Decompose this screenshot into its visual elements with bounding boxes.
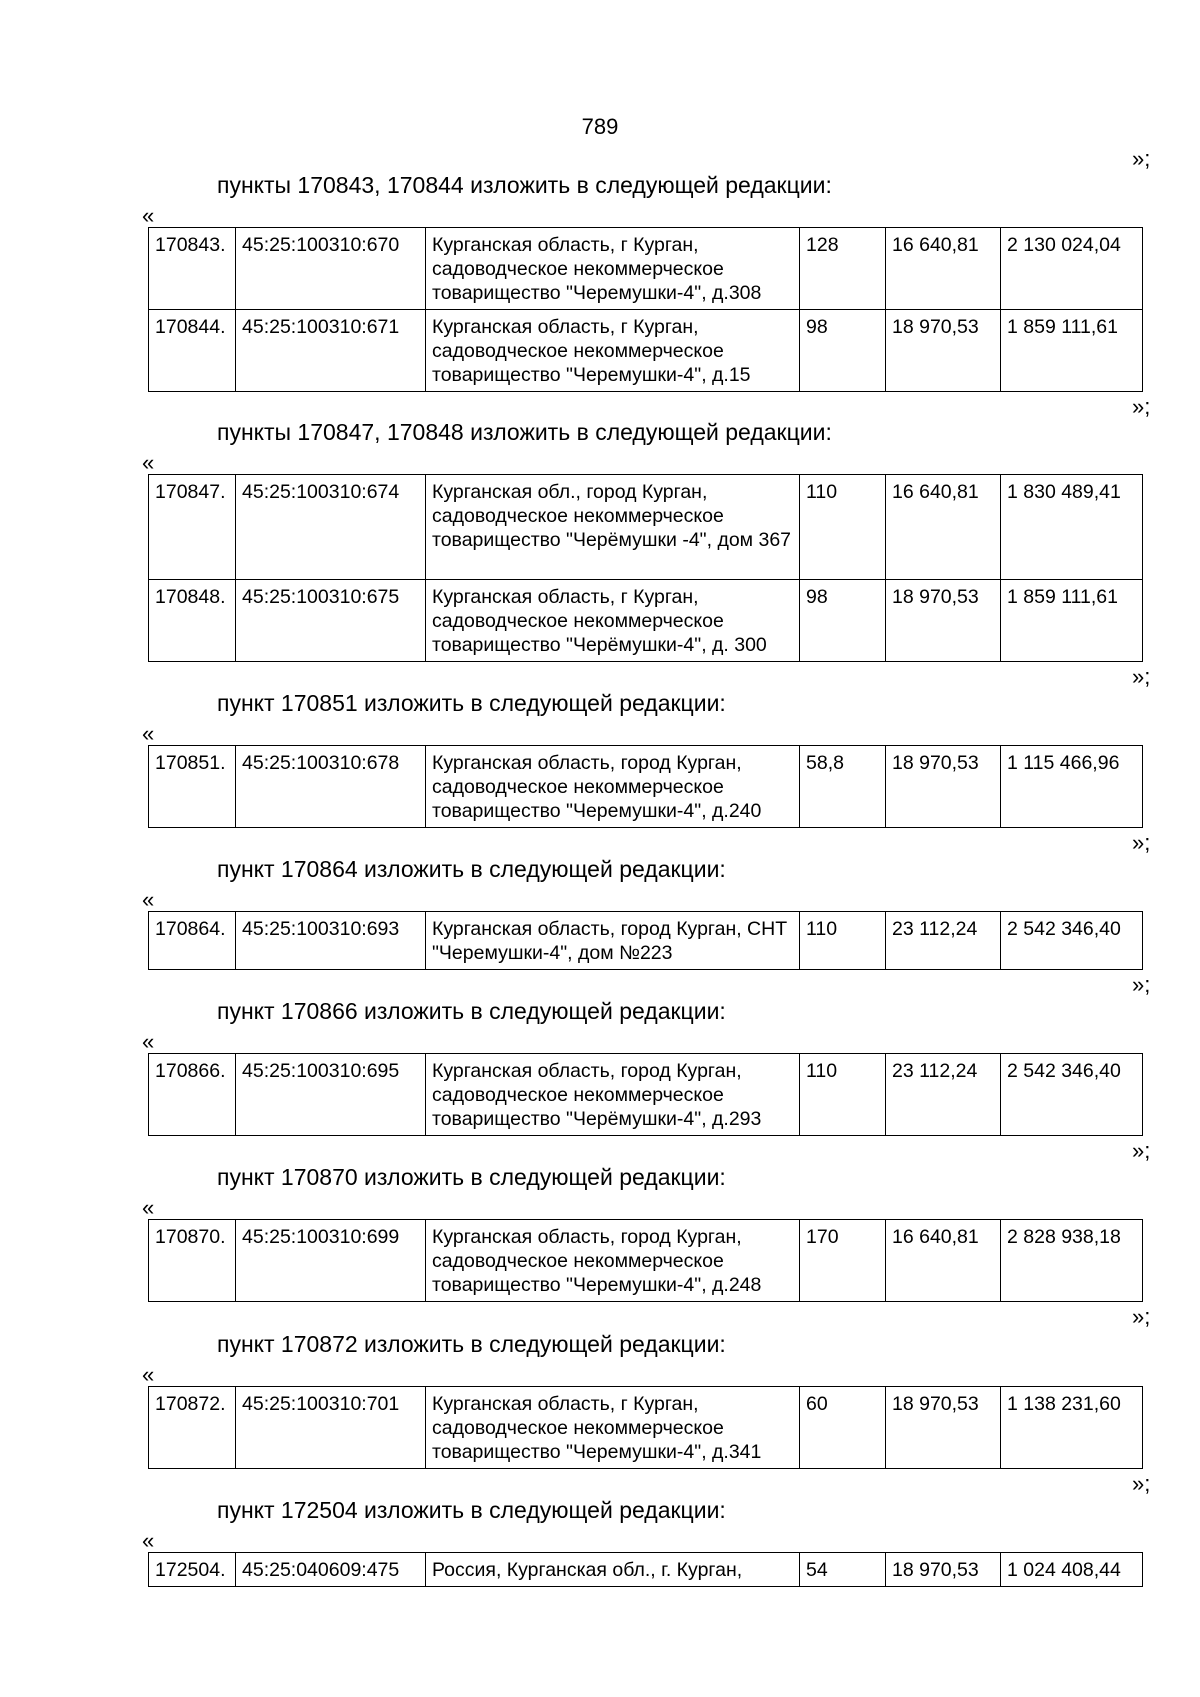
closing-quote: »; bbox=[1132, 664, 1151, 689]
area: 98 bbox=[800, 580, 886, 662]
closing-quote: »; bbox=[1132, 394, 1151, 419]
section-heading: пункт 170851 изложить в следующей редакции: bbox=[217, 690, 726, 716]
row-number: 170851. bbox=[149, 746, 236, 828]
row-number: 170866. bbox=[149, 1054, 236, 1136]
row-number: 170847. bbox=[149, 475, 236, 580]
table-row bbox=[149, 475, 1143, 580]
rate: 18 970,53 bbox=[886, 1387, 1001, 1469]
cadastral-value: 1 830 489,41 bbox=[1001, 475, 1143, 580]
table-row bbox=[149, 1387, 1143, 1469]
amendment-table bbox=[148, 745, 1143, 828]
amendment-table bbox=[148, 1053, 1143, 1136]
row-number: 170870. bbox=[149, 1220, 236, 1302]
page-number: 789 bbox=[581, 114, 619, 139]
address: Курганская область, город Курган, садоводческое некоммерческое товарищество "Черёмушки-4", д.293 bbox=[426, 1054, 800, 1136]
closing-quote: »; bbox=[1132, 972, 1151, 997]
rate: 23 112,24 bbox=[886, 1054, 1001, 1136]
table-row bbox=[149, 580, 1143, 662]
row-number: 172504. bbox=[149, 1553, 236, 1587]
area: 54 bbox=[800, 1553, 886, 1587]
cadastral-value: 1 859 111,61 bbox=[1001, 580, 1143, 662]
row-number: 170843. bbox=[149, 228, 236, 310]
row-number: 170844. bbox=[149, 310, 236, 392]
closing-quote: »; bbox=[1132, 1138, 1151, 1163]
rate: 16 640,81 bbox=[886, 1220, 1001, 1302]
cadastral-number: 45:25:100310:693 bbox=[236, 912, 426, 970]
address: Россия, Курганская обл., г. Курган, bbox=[426, 1553, 800, 1587]
area: 98 bbox=[800, 310, 886, 392]
amendment-table bbox=[148, 227, 1143, 392]
table-row bbox=[149, 1220, 1143, 1302]
opening-quote: « bbox=[142, 887, 155, 912]
address: Курганская область, г Курган, садоводческое некоммерческое товарищество "Черемушки-4", д.15 bbox=[426, 310, 800, 392]
area: 60 bbox=[800, 1387, 886, 1469]
section-heading: пункты 170847, 170848 изложить в следующей редакции: bbox=[217, 419, 832, 445]
cadastral-value: 2 828 938,18 bbox=[1001, 1220, 1143, 1302]
cadastral-number: 45:25:100310:699 bbox=[236, 1220, 426, 1302]
section-heading: пункты 170843, 170844 изложить в следующей редакции: bbox=[217, 172, 832, 198]
closing-quote: »; bbox=[1132, 1304, 1151, 1329]
opening-quote: « bbox=[142, 1195, 155, 1220]
area: 110 bbox=[800, 1054, 886, 1136]
cadastral-value: 2 542 346,40 bbox=[1001, 912, 1143, 970]
section-heading: пункт 170866 изложить в следующей редакции: bbox=[217, 998, 726, 1024]
opening-quote: « bbox=[142, 721, 155, 746]
cadastral-value: 1 859 111,61 bbox=[1001, 310, 1143, 392]
address: Курганская область, г Курган, садоводческое некоммерческое товарищество "Черемушки-4", д.341 bbox=[426, 1387, 800, 1469]
amendment-table bbox=[148, 474, 1143, 662]
cadastral-number: 45:25:100310:678 bbox=[236, 746, 426, 828]
cadastral-number: 45:25:100310:675 bbox=[236, 580, 426, 662]
opening-quote: « bbox=[142, 1362, 155, 1387]
cadastral-value: 1 024 408,44 bbox=[1001, 1553, 1143, 1587]
area: 110 bbox=[800, 912, 886, 970]
amendment-table bbox=[148, 1386, 1143, 1469]
closing-quote: »; bbox=[1132, 830, 1151, 855]
amendment-table bbox=[148, 1219, 1143, 1302]
address: Курганская область, г Курган, садоводческое некоммерческое товарищество "Черемушки-4", д.308 bbox=[426, 228, 800, 310]
address: Курганская область, город Курган, СНТ "Черемушки-4", дом №223 bbox=[426, 912, 800, 970]
amendment-table bbox=[148, 911, 1143, 970]
area: 128 bbox=[800, 228, 886, 310]
cadastral-value: 2 542 346,40 bbox=[1001, 1054, 1143, 1136]
rate: 18 970,53 bbox=[886, 1553, 1001, 1587]
address: Курганская область, город Курган, садоводческое некоммерческое товарищество "Черемушки-4", д.240 bbox=[426, 746, 800, 828]
area: 170 bbox=[800, 1220, 886, 1302]
opening-quote: « bbox=[142, 1029, 155, 1054]
cadastral-value: 2 130 024,04 bbox=[1001, 228, 1143, 310]
table-row bbox=[149, 1553, 1143, 1587]
table-row bbox=[149, 912, 1143, 970]
cadastral-number: 45:25:100310:701 bbox=[236, 1387, 426, 1469]
table-row bbox=[149, 1054, 1143, 1136]
cadastral-number: 45:25:040609:475 bbox=[236, 1553, 426, 1587]
section-heading: пункт 170864 изложить в следующей редакции: bbox=[217, 856, 726, 882]
row-number: 170872. bbox=[149, 1387, 236, 1469]
opening-quote: « bbox=[142, 1528, 155, 1553]
rate: 16 640,81 bbox=[886, 228, 1001, 310]
cadastral-number: 45:25:100310:674 bbox=[236, 475, 426, 580]
address: Курганская область, г Курган, садоводческое некоммерческое товарищество "Черёмушки-4", д. 300 bbox=[426, 580, 800, 662]
cadastral-number: 45:25:100310:671 bbox=[236, 310, 426, 392]
section-heading: пункт 170870 изложить в следующей редакции: bbox=[217, 1164, 726, 1190]
table-row bbox=[149, 746, 1143, 828]
rate: 23 112,24 bbox=[886, 912, 1001, 970]
address: Курганская обл., город Курган, садоводческое некоммерческое товарищество "Черёмушки -4", дом 367 bbox=[426, 475, 800, 580]
opening-quote: « bbox=[142, 203, 155, 228]
cadastral-value: 1 138 231,60 bbox=[1001, 1387, 1143, 1469]
section-heading: пункт 172504 изложить в следующей редакции: bbox=[217, 1497, 726, 1523]
section-heading: пункт 170872 изложить в следующей редакции: bbox=[217, 1331, 726, 1357]
rate: 18 970,53 bbox=[886, 580, 1001, 662]
opening-quote: « bbox=[142, 450, 155, 475]
cadastral-value: 1 115 466,96 bbox=[1001, 746, 1143, 828]
address: Курганская область, город Курган, садоводческое некоммерческое товарищество "Черемушки-4", д.248 bbox=[426, 1220, 800, 1302]
table-row bbox=[149, 310, 1143, 392]
row-number: 170864. bbox=[149, 912, 236, 970]
row-number: 170848. bbox=[149, 580, 236, 662]
area: 110 bbox=[800, 475, 886, 580]
rate: 18 970,53 bbox=[886, 310, 1001, 392]
closing-quote: »; bbox=[1132, 1471, 1151, 1496]
table-row bbox=[149, 228, 1143, 310]
rate: 18 970,53 bbox=[886, 746, 1001, 828]
cadastral-number: 45:25:100310:695 bbox=[236, 1054, 426, 1136]
rate: 16 640,81 bbox=[886, 475, 1001, 580]
amendment-table bbox=[148, 1552, 1143, 1587]
cadastral-number: 45:25:100310:670 bbox=[236, 228, 426, 310]
closing-quote: »; bbox=[1132, 146, 1151, 171]
area: 58,8 bbox=[800, 746, 886, 828]
